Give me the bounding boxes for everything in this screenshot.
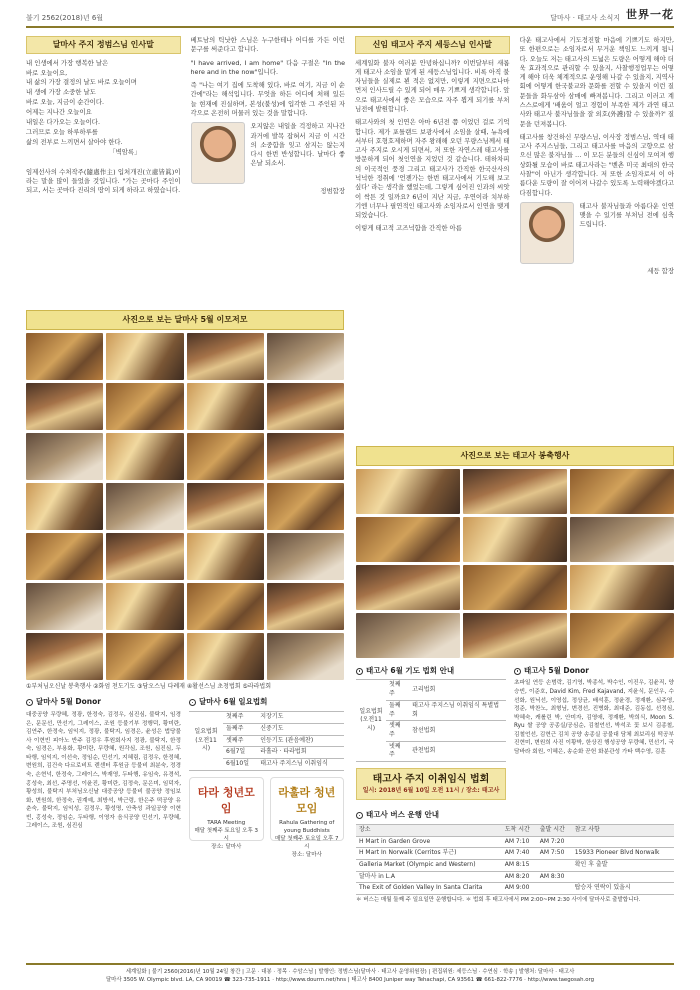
taego-section xyxy=(356,310,674,905)
table-cell: AM 7:40 xyxy=(502,848,537,860)
ceremony-info: 일시: 2018년 6월 10일 오전 11시 / 장소: 태고사 xyxy=(362,787,500,795)
table-cell: 셋째주 xyxy=(223,735,257,747)
table-cell: AM 7:10 xyxy=(502,836,537,848)
event-photo xyxy=(267,483,344,530)
table-row xyxy=(189,712,344,724)
event-photo xyxy=(26,333,103,380)
poem-line: 어제는 지나간 오늘이요 xyxy=(26,108,92,117)
bullet-icon xyxy=(514,668,521,675)
table-cell: 첫째주 xyxy=(386,680,409,700)
event-photo xyxy=(267,583,344,630)
table-cell: AM 7:50 xyxy=(537,848,572,860)
table-header-row xyxy=(356,825,674,837)
event-photo xyxy=(463,613,567,658)
greetings-row xyxy=(26,36,674,304)
section-heading xyxy=(514,666,674,677)
promo-subtitle: TARA Meeting xyxy=(207,820,246,827)
page-header xyxy=(26,6,674,28)
poem-line: 내 삶의 가장 결정의 날도 바로 오늘이며 xyxy=(26,78,137,87)
taego-photo-grid xyxy=(356,469,674,658)
table-cell: 확인 후 출발 xyxy=(572,860,674,872)
event-photo xyxy=(106,383,183,430)
taego-donor-box xyxy=(514,660,674,805)
poem-line: 그러므로 오늘 하루하루를 xyxy=(26,128,98,137)
event-photo xyxy=(267,533,344,580)
taego-greeting-col1 xyxy=(355,36,510,304)
dharma-sunday-box xyxy=(189,691,344,859)
paragraph: 다운 태고사에서 기도정진할 마음에 기쁘기도 하지만, 또 한편으로는 소임자로서 무거운 책임도 느끼게 됩니다. 오늘도 저는 태고사의 드넓은 도량은 어떻게 해야 더욱 효과적으로 관리할 수 있을지, 사찰행정업무는 어떻게 해야 더욱 체계적으로 운영해 나갈 수 있을지, 지역사회에 어떻게 한국불교와 문화를 전할 수 있을지 이런 질문들을 화두삼아 삼매에 빠져봅니다. 그리고 이러고 계스스로에게 '배움이 얼고 경험이 부족한 제가 과연 태고사와 태고사 불자님들을 잘 외호(外護)할 수 있을까?' 질문을 던져봅니다. xyxy=(519,36,674,128)
poem-line: 바로 오늘이요, xyxy=(26,68,68,77)
promo-place: 장소: 달마사 xyxy=(211,844,242,851)
section-title: 달마사 5월 Donor xyxy=(36,697,101,707)
event-photo xyxy=(267,633,344,680)
table-row xyxy=(356,848,674,860)
promo-title: 타라 청년모임 xyxy=(197,785,255,815)
event-photo xyxy=(26,383,103,430)
table-cell: AM 8:30 xyxy=(537,871,572,883)
event-photo xyxy=(187,483,264,530)
bullet-icon xyxy=(189,699,196,706)
table-cell: AM 7:20 xyxy=(537,836,572,848)
bullet-icon xyxy=(356,812,363,819)
table-row xyxy=(356,860,674,872)
donor-list: 대중공양 무량혜, 정광, 한정숙, 김정우, 심진심, 불탁지, 임경은, 문문선, 만선기, 그레이스, 조원 등불기부 정행덕, 황미란, 김연주, 한정숙, 임익지, 정광, 불탁지, 임경은, 윤성은 법당불사 이현빈 피아노 반주 김정우 후원회사지 정광, 불탁지, 한정숙, 임경은, 부용화, 황미란, 무량혜, 원각심, 조원, 심진심, 두타행, 임익지, 이선숙, 정임순, 민선기, 지혜림, 김정우, 한정혜, 변원희, 김건숙 다르로비트 렌센터 후원금 등불비 최분숙, 정경숙, 손현넉, 한정숙, 그레이스, 박재영, 두타행, 유임숙, 유경석, 홍성숙, 최선, 주명선, 이윤진, 황미란, 김정숙, 문은미, 임덕자, 황성희, 불탁지 부처님오신날 대중공양 등불비 불공양 정임보화, 변원희, 한정숙, 권계예, 최방석, 박근령, 한은주 떡공양 유춘숙, 불탁지, 임익성, 김정우, 황성명, 안축성 과일공양 이현빈, 홍성숙, 정임순, 두타행, 이영자 음식공양 민선기, 무량혜, 그레이스, 조원, 심진심 xyxy=(26,712,181,830)
table-cell: 달마사 in L.A xyxy=(356,871,502,883)
paragraph: 베트남의 틱낫한 스님은 누구한테나 어디를 가든 이런 문구를 써준다고 합니다. xyxy=(190,36,345,54)
promo-schedule: 매달 첫째주 토요일 오후 3시 xyxy=(194,828,259,843)
publication-name: 달마사 · 태고사 소식지 xyxy=(550,13,620,22)
table-cell: 15933 Pioneer Blvd Norwalk xyxy=(572,848,674,860)
section-title: 태고사 5월 Donor xyxy=(524,665,589,675)
event-photo xyxy=(187,383,264,430)
table-row xyxy=(356,871,674,883)
donor-list: 초파일 연등 손범락, 김기영, 박종석, 박수인, 이진우, 김윤직, 양승빈, 이준호, David Kim, Fred Kajavand, 지윤식, 문인우, 수선화, 원닉선, 이영섭, 정상균, 배석훈, 정윤경, 정재환, 심주영, 정준, 박찬노, 최형님, 변경선, 진병화, 최대준, 김동섭, 선정심, 박혜숙, 캐롤린 박, 안미자, 김영애, 정재환, 박희식, Moon S. Ryu 쌀 공양 공종실/공심순, 김철언선, 박석조 꽃 보시 김종철, 김철언선, 김현근 김치 공양 송종실 공불대 담체 최보리심 떡공부 진현미, 변원희 사진 이황박, 한상진 행성공양 무량혜, 민선기, 국담바라 회원, 이혜은, 송순화 꾼헌 화분관성 가타 백수영, 김훈 xyxy=(514,680,674,755)
event-photo xyxy=(187,633,264,680)
poem-source: 「벽암록」 xyxy=(109,147,141,156)
table-cell xyxy=(537,860,572,872)
event-photo xyxy=(106,583,183,630)
masthead-title: 世界一花 xyxy=(626,8,674,22)
table-cell: AM 8:15 xyxy=(502,860,537,872)
dharma-photos-title: 사진으로 보는 달마사 5월 이모저모 xyxy=(26,310,344,330)
table-cell: H Mart In Norwalk (Cerritos 부근) xyxy=(356,848,502,860)
table-cell: 첫째주 xyxy=(223,712,257,724)
signature-block xyxy=(520,202,675,264)
bullet-icon xyxy=(356,668,363,675)
page-footer xyxy=(26,963,674,984)
table-cell: 신중기도 xyxy=(257,723,344,735)
event-photo xyxy=(267,433,344,480)
table-row xyxy=(356,680,506,700)
event-photo xyxy=(106,483,183,530)
event-photo xyxy=(570,613,674,658)
event-photo xyxy=(106,533,183,580)
taego-greeting-col2 xyxy=(520,36,675,304)
paragraph: 태고사와의 첫 인연은 아마 6년전 쯤 이었던 걸로 기억합니다. 제가 포틀랜드 보광사에서 소임을 살때, 뉴욕에서부터 호형호제하며 자주 왕래해 오던 무량스님께서 태고사 주지로 오시게 되면서, 저 또한 자연스레 태고사를 방문하게 되어 첫인연을 지었던 것 같습니다. 테하차피의 이국적인 풍경 그리고 태고사가 간직한 한국산사의 넉넉한 정취에 '언젠가는 한번 태고사에서 기도해 보고싶다' 라는 생각을 했었는데, 그렇게 심어진 인과의 씨앗이 싹튼 것 일까요? 6년이 지난 지금, 우연이라 치부하기엔 너무나 필연적인 태고사와 소임자로서 인연을 맺게 되었습니다. xyxy=(355,118,510,220)
table-cell: 지장기도 xyxy=(257,712,344,724)
taego-sunday-box xyxy=(356,660,506,805)
event-photo xyxy=(187,533,264,580)
taego-photos-title: 사진으로 보는 태고사 봉축행사 xyxy=(356,446,674,466)
taego-info-row xyxy=(356,660,674,805)
table-label: 일요법회 (오전11시) xyxy=(189,712,223,770)
youth-meetings xyxy=(189,777,344,859)
event-photo xyxy=(106,633,183,680)
table-cell: 인등기도 (관음예찬) xyxy=(257,735,344,747)
table-row xyxy=(356,883,674,895)
event-photo xyxy=(187,583,264,630)
monk-portrait xyxy=(191,122,245,184)
table-cell: 태고사 주지스님 이취임식 특별법회 xyxy=(409,700,506,720)
table-cell: 라홀라 · 타라법회 xyxy=(257,747,344,759)
ceremony-title: 태고사 주지 이취임식 법회 xyxy=(372,773,490,785)
promo-place: 장소: 달마사 xyxy=(291,852,322,859)
paragraph: 즉 "나는 여기 집에 도착해 있다, 바로 여기, 지금 이 순간에"라는 해석입니다. 무엇을 하든 어디에 처해 있든 늘 현재에 진실하며, 본성(불성)에 입각한 그 주인된 자각으로 온전히 머물러 있는 것을 말합니다. xyxy=(190,81,345,117)
section-heading xyxy=(356,810,674,821)
poem xyxy=(26,59,181,158)
paragraph: 세계일화 불자 여러분 안녕하십니까? 이번달부터 새롭게 태고사 소임을 맡게 된 세등스님입니다. 비록 아직 불자님들을 실제로 뵌 적은 없지만, 이렇게 지면으로나마 먼저 인사드릴 수 있게 되어 매우 기쁘게 생각합니다. 앞으로 태고사에서 좋은 모습으로 자주 뵙게 되기를 부처님전에 발원합니다. xyxy=(355,58,510,113)
section-title: 태고사 버스 운행 안내 xyxy=(366,810,440,820)
table-cell: 6월10일 xyxy=(223,758,257,770)
table-cell xyxy=(537,883,572,895)
tara-meeting-card xyxy=(189,777,264,851)
table-cell: 넷째주 xyxy=(386,741,409,761)
paragraph: 임제선사의 수처작주(隨處作主) 입처개진(立處皆眞)이라는 말을 많이 들었을 것입니다. "가는 곳마다 주인이 되고, 서는 곳마다 진리의 땅이 되게 하라고 하였습니다. xyxy=(26,167,181,195)
taego-greeting-title: 신임 태고사 주지 세등스님 인사말 xyxy=(355,36,510,54)
section-heading xyxy=(356,666,506,677)
paragraph: 이렇게 태고적 고즈넉함을 간직한 아름 xyxy=(355,224,462,233)
paragraph: 태고사를 창건하신 무량스님, 이사장 정범스님, 역대 태고사 주지스님들, 그리고 태고사를 마음의 고향으로 삼으신 많은 불자님들 … 이 모든 분들의 신심이 모여져 행상화될 모습이 바로 태고사라는 "벤촌 미국 최대의 한국사찰"이 아닌가 생각합니다. 저 또한 소임자로서 이 아름다운 도량이 잘 이어져 나갈수 있도록 노력해야겠다고 다짐합니다. xyxy=(519,132,674,197)
event-photo xyxy=(463,517,567,562)
table-cell: 셋째주 xyxy=(386,721,409,741)
event-photo xyxy=(267,383,344,430)
table-cell: 둘째주 xyxy=(386,700,409,720)
rahula-meeting-card xyxy=(270,777,345,859)
table-cell xyxy=(572,836,674,848)
poem-line: 내일은 다가오는 오늘이다. xyxy=(26,118,101,127)
event-photo xyxy=(26,633,103,680)
bus-note: ＊ 버스는 매월 둘째 주 일요일만 운행합니다. ＊ 법회 후 태고사에서 PM 2:00~PM 2:30 사이에 달마사로 출발합니다. xyxy=(356,897,641,904)
event-photo xyxy=(570,469,674,514)
table-cell: 6월7일 xyxy=(223,747,257,759)
event-photo xyxy=(26,483,103,530)
poem-line: 삶의 전부로 느끼면서 살아야 한다. xyxy=(26,137,123,146)
event-photo xyxy=(106,433,183,480)
ceremony-banner xyxy=(356,768,506,800)
dharma-section xyxy=(26,310,344,905)
dharma-greeting-title: 달마사 주지 정범스님 인사말 xyxy=(26,36,181,54)
table-cell: AM 9:00 xyxy=(502,883,537,895)
signature: 정범합장 xyxy=(320,187,345,196)
table-cell xyxy=(572,871,674,883)
event-photo xyxy=(187,433,264,480)
signature: 세등 합장 xyxy=(647,266,674,275)
issue-date: 불기 2562(2018)년 6월 xyxy=(26,13,104,22)
event-photo xyxy=(26,583,103,630)
section-title: 태고사 6월 기도 법회 안내 xyxy=(366,665,455,675)
table-cell: 참선법회 xyxy=(409,721,506,741)
footer-addresses: 달마사 3505 W. Olympic blvd. LA, CA 90019 ☎ 323-735-1911 · http://www.dourm.net/hns | 태고사 8400 Juniper way Tehachapi, CA 93561 ☎ 661-822-7776 · http://www.taegosah.org xyxy=(105,976,595,983)
event-photo xyxy=(570,517,674,562)
promo-title: 라훌라 청년모임 xyxy=(278,785,336,815)
table-cell: AM 8:20 xyxy=(502,871,537,883)
event-photo xyxy=(26,433,103,480)
header-right xyxy=(550,7,674,23)
table-cell: Galleria Market (Olympic and Western) xyxy=(356,860,502,872)
event-photo xyxy=(267,333,344,380)
column-header: 참고 사항 xyxy=(572,825,674,837)
promo-subtitle: Rahula Gathering of young Buddhists xyxy=(279,820,335,835)
table-cell: 둘째주 xyxy=(223,723,257,735)
dharma-greeting-col1 xyxy=(26,36,181,304)
event-photo xyxy=(356,613,460,658)
dharma-sunday-table xyxy=(189,711,344,770)
taego-sunday-table xyxy=(356,679,506,762)
poem-line: 내 인생에서 가장 행복한 날은 xyxy=(26,58,109,67)
bullet-icon xyxy=(26,699,33,706)
table-label: 일요법회 (오전11시) xyxy=(356,680,386,762)
event-photo xyxy=(187,333,264,380)
column-header: 장소 xyxy=(356,825,502,837)
event-photo xyxy=(26,533,103,580)
event-photo xyxy=(463,565,567,610)
event-photo xyxy=(356,517,460,562)
event-photo xyxy=(356,469,460,514)
table-cell: 고리법회 xyxy=(409,680,506,700)
poem-line: 내 생에 가장 소중한 날도 xyxy=(26,88,96,97)
lower-section xyxy=(26,310,674,905)
bus-schedule-table xyxy=(356,824,674,895)
section-heading xyxy=(189,697,344,708)
promo-schedule: 매달 첫째주 토요일 오후 7시 xyxy=(274,836,339,851)
table-row xyxy=(356,836,674,848)
monk-portrait xyxy=(520,202,574,264)
poem-line: 바로 오늘, 지금이 순간이다. xyxy=(26,98,105,107)
column-header: 도착 시간 xyxy=(502,825,537,837)
dharma-donor-box xyxy=(26,691,181,840)
table-cell: 태고사 주지스님 이취임식 xyxy=(257,758,344,770)
signature-block xyxy=(191,122,346,184)
event-photo xyxy=(463,469,567,514)
table-cell: 탑승자 연락이 있을시 xyxy=(572,883,674,895)
paragraph: 태고사 불자님들과 아름다운 인연 맺을 수 있기를 부처님 전에 심축 드립니다. xyxy=(579,201,674,229)
paragraph: 오지않은 내일을 걱정하고 지나간 과거에 발목 잡혀서 지금 이 시간의 소중함을 잊고 삼지는 않는지 다시 한번 반성합니다. 날마다 좋은날 되소서. xyxy=(250,122,345,168)
section-title: 달마사 6월 일요법회 xyxy=(199,697,268,707)
dharma-photo-grid xyxy=(26,333,344,680)
column-header: 출발 시간 xyxy=(537,825,572,837)
paragraph: "I have arrived, I am home" 다음 구절은 "In the here and in the now"입니다. xyxy=(190,58,345,76)
dharma-info-row xyxy=(26,691,344,859)
table-cell: The Exit of Golden Valley In Santa Clarita xyxy=(356,883,502,895)
table-cell: 관천법회 xyxy=(409,741,506,761)
dharma-greeting-col2 xyxy=(191,36,346,304)
section-heading xyxy=(26,697,181,708)
table-cell: H Mart in Garden Grove xyxy=(356,836,502,848)
event-photo xyxy=(106,333,183,380)
footer-publisher: 세계일화 | 불기 2560(2016)년 10월 24일 창간 | 고문 · 대봉 · 정목 · 수암스님 | 발행인: 정범스님(달마사 · 태고사 운영위원장) | 편집위원: 세등스님 · 수연심 · 학송 | 발행처: 달마사 · 태고사 xyxy=(125,968,575,975)
event-photo xyxy=(356,565,460,610)
event-photo xyxy=(570,565,674,610)
photo-caption: ①부처님오신날 봉축행사 ②화엄 천도기도 ③담오스님 다례재 ④활선스님 초청법회 ⑤라라법회 xyxy=(26,682,272,690)
